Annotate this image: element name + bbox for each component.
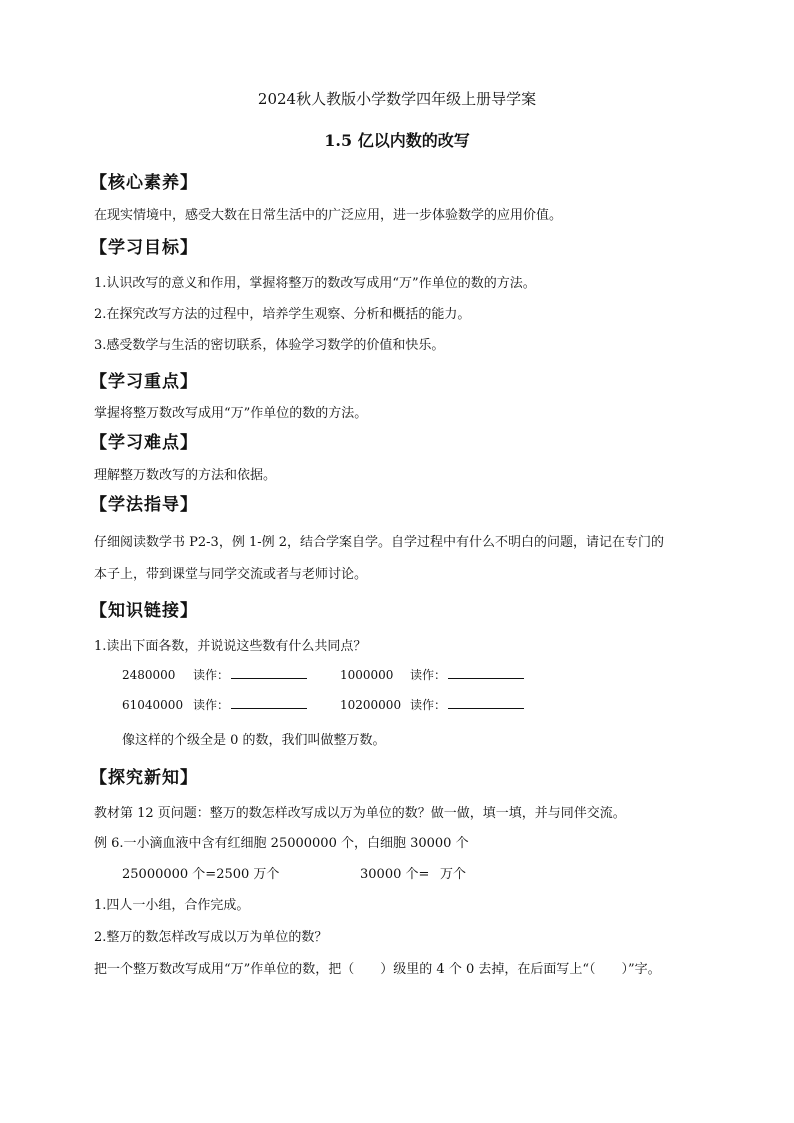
explore-rule: 把一个整万数改写成用“万”作单位的数，把（ ）级里的 4 个 0 去掉，在后面写上“（ ）”字。 (94, 962, 661, 977)
conversion-left: 25000000 个=2500 万个 (122, 867, 280, 882)
goal-item-2: 2.在探究改写方法的过程中，培养学生观察、分析和概括的能力。 (94, 307, 471, 322)
method-line-2: 本子上，带到课堂与同学交流或者与老师讨论。 (94, 567, 368, 582)
number-10200000: 10200000 (340, 698, 402, 712)
goal-item-1: 1.认识改写的意义和作用，掌握将整万的数改写成用“万”作单位的数的方法。 (94, 276, 536, 291)
heading-learning-goals: 【学习目标】 (90, 238, 198, 258)
core-literacy-text: 在现实情境中，感受大数在日常生活中的广泛应用，进一步体验数学的应用价值。 (94, 208, 563, 223)
answer-blank[interactable] (448, 666, 524, 679)
read-as-field-1[interactable] (193, 666, 307, 683)
goal-item-3: 3.感受数学与生活的密切联系，体验学习数学的价值和快乐。 (94, 338, 445, 353)
links-summary: 像这样的个级全是 0 的数，我们叫做整万数。 (122, 733, 386, 748)
heading-study-method: 【学法指导】 (90, 495, 198, 515)
example-6: 例 6.一小滴血液中含有红细胞 25000000 个，白细胞 30000 个 (94, 836, 469, 851)
answer-blank[interactable] (448, 696, 524, 709)
heading-knowledge-links: 【知识链接】 (90, 601, 198, 621)
explore-step-1: 1.四人一小组，合作完成。 (94, 898, 250, 913)
read-as-label: 读作： (193, 668, 230, 682)
read-as-field-3[interactable] (193, 696, 307, 713)
conversion-right-b: 万个 (440, 867, 467, 882)
links-question: 1.读出下面各数，并说说这些数有什么共同点？ (94, 639, 367, 654)
read-as-label: 读作： (410, 698, 447, 712)
heading-key-points: 【学习重点】 (90, 372, 198, 392)
heading-core-literacy: 【核心素养】 (90, 173, 198, 193)
explore-step-2: 2.整万的数怎样改写成以万为单位的数？ (94, 930, 328, 945)
answer-blank[interactable] (231, 666, 307, 679)
heading-explore: 【探究新知】 (90, 768, 198, 788)
read-as-label: 读作： (410, 668, 447, 682)
method-line-1: 仔细阅读数学书 P2-3，例 1-例 2，结合学案自学。自学过程中有什么不明白的问题，请记在专门的 (94, 535, 665, 550)
number-1000000: 1000000 (340, 668, 394, 682)
conversion-right-a: 30000 个= (360, 867, 430, 882)
lesson-title: 1.5 亿以内数的改写 (324, 131, 470, 150)
number-2480000: 2480000 (122, 668, 176, 682)
read-as-label: 读作： (193, 698, 230, 712)
difficulties-text: 理解整万数改写的方法和依据。 (94, 468, 277, 483)
explore-intro: 教材第 12 页问题：整万的数怎样改写成以万为单位的数？做一做，填一填，并与同伴交流。 (94, 806, 626, 821)
key-points-text: 掌握将整万数改写成用“万”作单位的数的方法。 (94, 406, 368, 421)
number-61040000: 61040000 (122, 698, 184, 712)
read-as-field-2[interactable] (410, 666, 524, 683)
read-as-field-4[interactable] (410, 696, 524, 713)
heading-difficulties: 【学习难点】 (90, 433, 198, 453)
document-title: 2024秋人教版小学数学四年级上册导学案 (257, 90, 537, 108)
answer-blank[interactable] (231, 696, 307, 709)
